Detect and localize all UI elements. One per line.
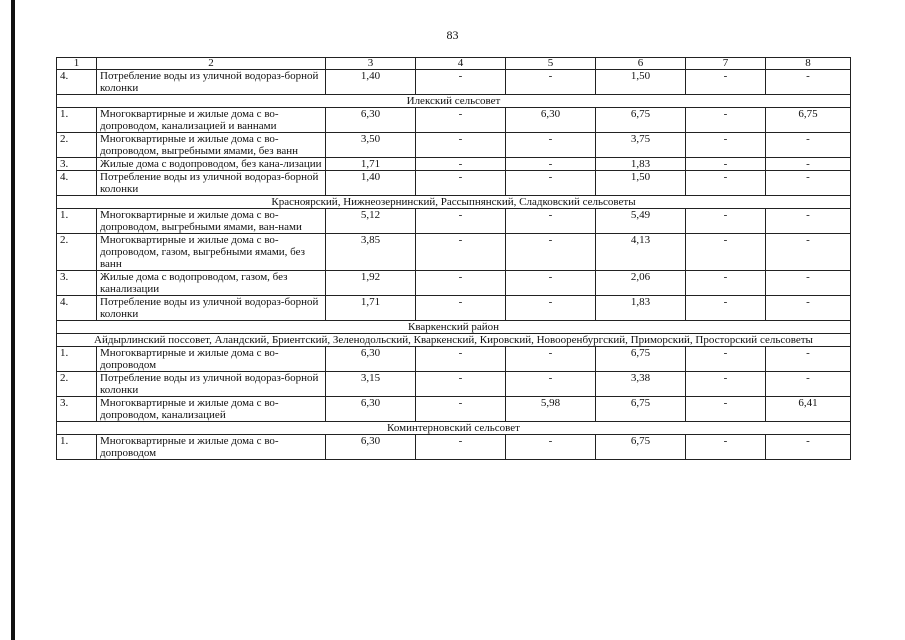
value-cell: 6,30 (326, 397, 416, 422)
value-cell: - (416, 234, 506, 271)
value-cell: 1,40 (326, 70, 416, 95)
value-cell: 1,50 (596, 70, 686, 95)
value-cell: - (416, 158, 506, 171)
table-row (57, 372, 851, 397)
row-number: 2. (57, 234, 97, 271)
value-cell: - (416, 372, 506, 397)
value-cell: 6,41 (766, 397, 851, 422)
value-cell: 5,49 (596, 209, 686, 234)
row-number: 2. (57, 372, 97, 397)
column-header: 2 (97, 58, 326, 70)
column-header: 4 (416, 58, 506, 70)
column-header: 3 (326, 58, 416, 70)
table-row (57, 209, 851, 234)
value-cell: 6,30 (326, 347, 416, 372)
value-cell: - (416, 347, 506, 372)
value-cell: 1,50 (596, 171, 686, 196)
value-cell: - (686, 108, 766, 133)
row-number: 4. (57, 296, 97, 321)
table-row (57, 70, 851, 95)
value-cell: - (766, 158, 851, 171)
value-cell: 3,75 (596, 133, 686, 158)
row-number: 2. (57, 133, 97, 158)
value-cell: 1,40 (326, 171, 416, 196)
value-cell: 3,50 (326, 133, 416, 158)
table-row (57, 296, 851, 321)
value-cell: - (686, 234, 766, 271)
table-row (57, 347, 851, 372)
value-cell: - (506, 271, 596, 296)
value-cell: - (766, 133, 851, 158)
row-description: Многоквартирные и жилые дома с во-допроводом, выгребными ямами, ван-нами (97, 209, 326, 234)
value-cell: - (416, 108, 506, 133)
value-cell: - (506, 209, 596, 234)
value-cell: 6,30 (326, 108, 416, 133)
row-number: 3. (57, 158, 97, 171)
table-row (57, 234, 851, 271)
section-row (57, 196, 851, 209)
value-cell: - (506, 70, 596, 95)
row-description: Потребление воды из уличной водораз-борной колонки (97, 70, 326, 95)
value-cell: - (766, 347, 851, 372)
column-header: 6 (596, 58, 686, 70)
value-cell: 6,30 (326, 435, 416, 460)
section-title: Красноярский, Нижнеозернинский, Рассыпнянский, Сладковский сельсоветы (57, 196, 851, 209)
value-cell: - (766, 435, 851, 460)
value-cell: - (686, 70, 766, 95)
table-row (57, 397, 851, 422)
table-row (57, 108, 851, 133)
value-cell: - (416, 271, 506, 296)
row-description: Потребление воды из уличной водораз-борной колонки (97, 171, 326, 196)
value-cell: - (686, 296, 766, 321)
row-description: Многоквартирные и жилые дома с во-допроводом (97, 435, 326, 460)
value-cell: 5,98 (506, 397, 596, 422)
section-row (57, 334, 851, 347)
table-row (57, 133, 851, 158)
tariff-table (56, 57, 851, 460)
value-cell: 5,12 (326, 209, 416, 234)
value-cell: - (686, 347, 766, 372)
value-cell: - (416, 133, 506, 158)
value-cell: - (686, 435, 766, 460)
page-number: 83 (446, 28, 459, 42)
value-cell: - (416, 296, 506, 321)
value-cell: 6,75 (766, 108, 851, 133)
section-row (57, 321, 851, 334)
value-cell: - (686, 372, 766, 397)
value-cell: 4,13 (596, 234, 686, 271)
row-description: Потребление воды из уличной водораз-борной колонки (97, 296, 326, 321)
value-cell: 6,75 (596, 435, 686, 460)
value-cell: - (506, 372, 596, 397)
table-header-row (57, 58, 851, 70)
table-row (57, 158, 851, 171)
value-cell: - (686, 397, 766, 422)
row-description: Многоквартирные и жилые дома с во-допроводом, выгребными ямами, без ванн (97, 133, 326, 158)
value-cell: - (766, 372, 851, 397)
value-cell: - (766, 171, 851, 196)
row-number: 1. (57, 347, 97, 372)
value-cell: 6,75 (596, 347, 686, 372)
value-cell: - (766, 234, 851, 271)
row-number: 1. (57, 209, 97, 234)
value-cell: 1,71 (326, 296, 416, 321)
column-header: 8 (766, 58, 851, 70)
value-cell: - (416, 397, 506, 422)
value-cell: 6,75 (596, 397, 686, 422)
value-cell: - (416, 435, 506, 460)
column-header: 1 (57, 58, 97, 70)
value-cell: - (506, 133, 596, 158)
value-cell: - (506, 296, 596, 321)
value-cell: - (506, 347, 596, 372)
value-cell: - (506, 158, 596, 171)
value-cell: - (686, 271, 766, 296)
value-cell: - (686, 209, 766, 234)
section-row (57, 95, 851, 108)
row-description: Многоквартирные и жилые дома с во-допроводом, канализацией и ваннами (97, 108, 326, 133)
value-cell: 1,92 (326, 271, 416, 296)
table-row (57, 435, 851, 460)
row-number: 4. (57, 70, 97, 95)
value-cell: - (766, 271, 851, 296)
value-cell: 1,83 (596, 158, 686, 171)
row-description: Жилые дома с водопроводом, газом, без канализации (97, 271, 326, 296)
row-number: 4. (57, 171, 97, 196)
section-title: Коминтерновский сельсовет (57, 422, 851, 435)
row-number: 3. (57, 271, 97, 296)
value-cell: 3,15 (326, 372, 416, 397)
row-description: Многоквартирные и жилые дома с во-допроводом (97, 347, 326, 372)
value-cell: 6,75 (596, 108, 686, 133)
value-cell: - (506, 171, 596, 196)
value-cell: - (416, 209, 506, 234)
value-cell: 2,06 (596, 271, 686, 296)
section-title: Илекский сельсовет (57, 95, 851, 108)
table-row (57, 171, 851, 196)
value-cell: 1,71 (326, 158, 416, 171)
value-cell: - (686, 133, 766, 158)
value-cell: - (506, 435, 596, 460)
table-row (57, 271, 851, 296)
value-cell: - (416, 70, 506, 95)
value-cell: - (416, 171, 506, 196)
row-number: 3. (57, 397, 97, 422)
page-edge-bar (11, 0, 15, 640)
value-cell: 3,38 (596, 372, 686, 397)
value-cell: 1,83 (596, 296, 686, 321)
row-number: 1. (57, 435, 97, 460)
column-header: 5 (506, 58, 596, 70)
value-cell: - (686, 158, 766, 171)
row-number: 1. (57, 108, 97, 133)
value-cell: - (686, 171, 766, 196)
section-row (57, 422, 851, 435)
section-title: Кваркенский район (57, 321, 851, 334)
row-description: Многоквартирные и жилые дома с во-допроводом, газом, выгребными ямами, без ванн (97, 234, 326, 271)
value-cell: - (766, 296, 851, 321)
row-description: Потребление воды из уличной водораз-борной колонки (97, 372, 326, 397)
value-cell: 3,85 (326, 234, 416, 271)
row-description: Жилые дома с водопроводом, без кана-лизации (97, 158, 326, 171)
value-cell: - (766, 70, 851, 95)
row-description: Многоквартирные и жилые дома с во-допроводом, канализацией (97, 397, 326, 422)
column-header: 7 (686, 58, 766, 70)
value-cell: - (506, 234, 596, 271)
value-cell: 6,30 (506, 108, 596, 133)
value-cell: - (766, 209, 851, 234)
section-title: Айдырлинский поссовет, Аландский, Бриентский, Зеленодольский, Кваркенский, Кировский, Новооренбургский, Приморский, Просторский сельсоветы (57, 334, 851, 347)
